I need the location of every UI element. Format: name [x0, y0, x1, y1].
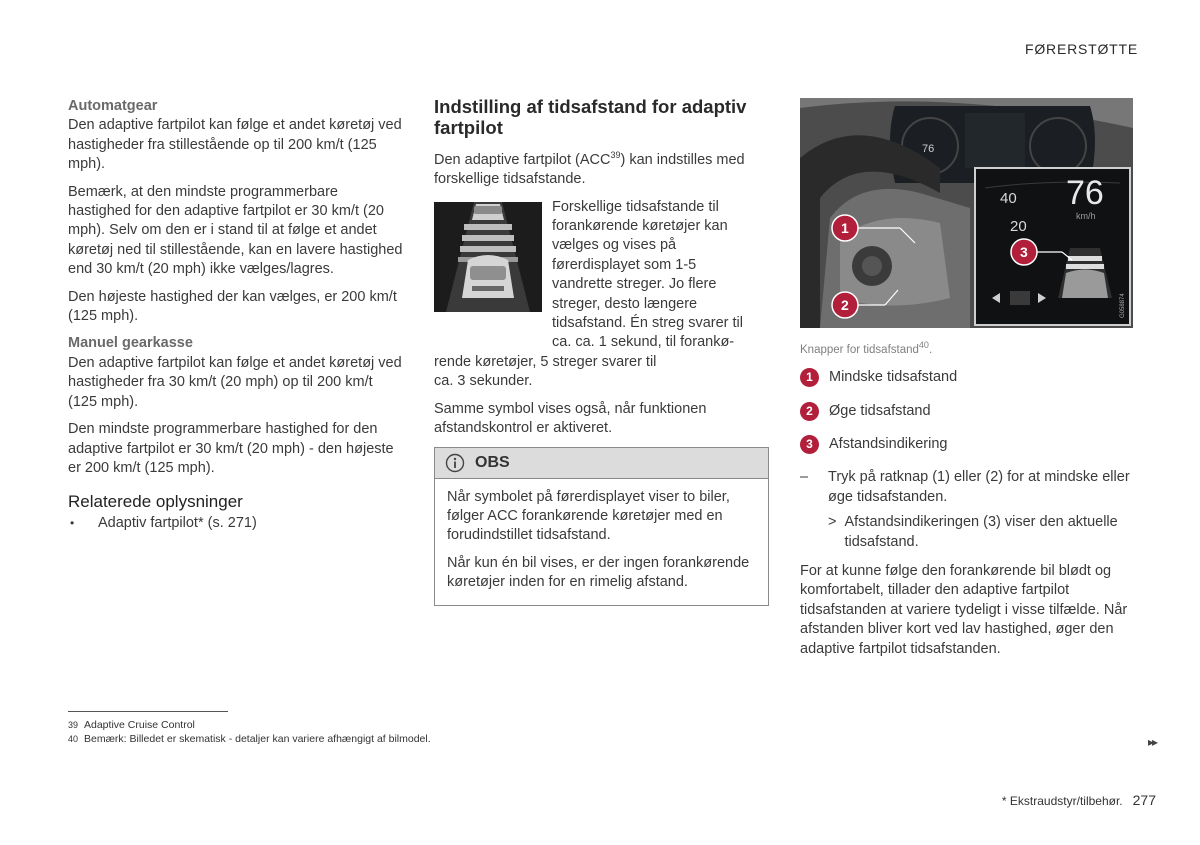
obs-paragraph-1: Når symbolet på førerdisplayet viser to biler, følger ACC forankørende køretøjer med en forudindstillet tidsafstand.: [447, 488, 730, 544]
instruction-step: [800, 468, 1135, 507]
small-speed-readout: 76: [922, 143, 935, 155]
wrap-text: Forskellige tidsafstande til forankørende køretøjer kan vælges og vises på førerdisplayet som 1-5 vandrette streger. Jo flere streger, desto længere tidsafstand. Én streg svarer til ca. ca. 1 sekund, til forankø-: [552, 198, 743, 351]
footnote-ref-39[interactable]: 39: [610, 150, 621, 160]
big-speed-readout: 76: [1066, 174, 1104, 212]
callout-2: 2: [841, 297, 849, 313]
obs-paragraph-2: Når kun én bil vises, er der ingen forankørende køretøjer inden for en rimelig afstand.: [447, 554, 750, 591]
step-dash: –: [800, 469, 809, 486]
number-badge-1: 1: [800, 368, 819, 387]
info-circle-icon: [445, 453, 465, 473]
result-arrow: >: [828, 514, 837, 531]
bullet-icon: •: [70, 515, 75, 530]
middle-column: [434, 96, 769, 606]
intro-pre: Den adaptive fartpilot (ACC: [434, 151, 611, 168]
callout-1: 1: [841, 220, 849, 236]
footnote-40: [68, 732, 431, 746]
next-page-icon[interactable]: ▸▸: [1148, 735, 1157, 749]
number-badge-3: 3: [800, 435, 819, 454]
wrap-continuation: rende køretøjer, 5 streger svarer til ca. 3 sekunder.: [434, 353, 657, 390]
related-heading: Relaterede oplysninger: [68, 492, 243, 512]
list-item: [800, 402, 1135, 421]
step-text: Tryk på ratknap (1) eller (2) for at mindske eller øge tidsafstanden.: [828, 469, 1130, 505]
right-column: [800, 98, 1135, 667]
distance-indicator-illustration: [434, 202, 542, 312]
footnote-39: [68, 718, 228, 732]
automatgear-paragraph-2: Bemærk, at den mindste programmerbare hastighed for den adaptive fartpilot er 30 km/t (20 mph). Selv om den er i stand til at følge et andet køretøj ned til stillestående, kan en lavere hastighed end 30 km/t (20 mph) ikke vælges/lagres.: [68, 183, 403, 278]
footnotes: [68, 711, 431, 746]
obs-note-box: [434, 447, 769, 606]
obs-header: [435, 448, 768, 479]
photo-caption: [800, 336, 1135, 360]
obs-title: OBS: [475, 453, 510, 471]
section-title: Indstilling af tidsafstand for adaptiv fartpilot: [434, 96, 747, 138]
related-link[interactable]: Adaptiv fartpilot* (s. 271): [98, 514, 257, 531]
footnote-text: Adaptive Cruise Control: [84, 719, 195, 731]
same-symbol-paragraph: Samme symbol vises også, når funktionen afstandskontrol er aktiveret.: [434, 400, 707, 437]
page-number: 277: [1132, 792, 1156, 808]
tick-20: 20: [1010, 218, 1027, 235]
item-label: Mindske tidsafstand: [829, 369, 958, 386]
caption-text: Knapper for tidsafstand: [800, 343, 919, 356]
footnote-number: 40: [68, 734, 79, 744]
result-text: Afstandsindikeringen (3) viser den aktuelle tidsafstand.: [844, 514, 1118, 550]
list-item: [800, 435, 1135, 454]
final-paragraph: For at kunne følge den forankørende bil blødt og komfortabelt, tillader den adaptive fartpilot tidsafstanden at variere tydeligt i visse tilfælde. Når afstanden bliver kort ved lav hastighed, øger den adaptive fartpilot tidsafstanden.: [800, 563, 1128, 657]
tick-40: 40: [1000, 190, 1017, 207]
automatgear-paragraph-1: Den adaptive fartpilot kan følge et andet køretøj ved hastigheder fra stillestående op til 200 km/t (125 mph).: [68, 117, 402, 173]
item-label: Afstandsindikering: [829, 436, 948, 453]
footnote-ref-40[interactable]: 40: [918, 340, 929, 350]
steering-wheel-illustration: [800, 98, 1133, 328]
automatgear-paragraph-3: Den højeste hastighed der kan vælges, er 200 km/t (125 mph).: [68, 288, 397, 325]
obs-body: [435, 479, 768, 605]
footer-note: * Ekstraudstyr/tilbehør.: [1001, 794, 1123, 808]
manuel-paragraph-2: Den mindste programmerbare hastighed for den adaptive fartpilot er 30 km/t (20 mph) - den højeste er 200 km/t (125 mph).: [68, 421, 394, 476]
section-header: FØRERSTØTTE: [1025, 41, 1139, 57]
steering-wheel-photo: [800, 98, 1133, 328]
page-footer: [1002, 792, 1156, 808]
illustration-row: [434, 198, 769, 353]
related-list-item: [70, 514, 403, 533]
list-item: [800, 368, 1135, 387]
instruction-result: [828, 513, 1135, 552]
callout-3: 3: [1020, 244, 1028, 260]
speed-unit: km/h: [1076, 211, 1096, 221]
manuel-paragraph-1: Den adaptive fartpilot kan følge et andet køretøj ved hastigheder fra 30 km/t (20 mph) op til 200 km/t (125 mph).: [68, 354, 402, 410]
image-code: G058874: [1120, 293, 1126, 318]
intro-paragraph: [434, 146, 769, 190]
number-badge-2: 2: [800, 402, 819, 421]
caption-end: .: [928, 343, 933, 356]
intro-post: ) kan indstilles med forskellige tidsafstande.: [434, 151, 745, 188]
manuel-heading: Manuel gearkasse: [68, 335, 193, 352]
footnote-text: Bemærk: Billedet er skematisk - detaljer kan variere afhængigt af bilmodel.: [84, 733, 431, 745]
footnote-number: 39: [68, 720, 79, 730]
automatgear-heading: Automatgear: [68, 98, 158, 114]
left-column: [68, 97, 403, 533]
item-label: Øge tidsafstand: [829, 402, 931, 419]
